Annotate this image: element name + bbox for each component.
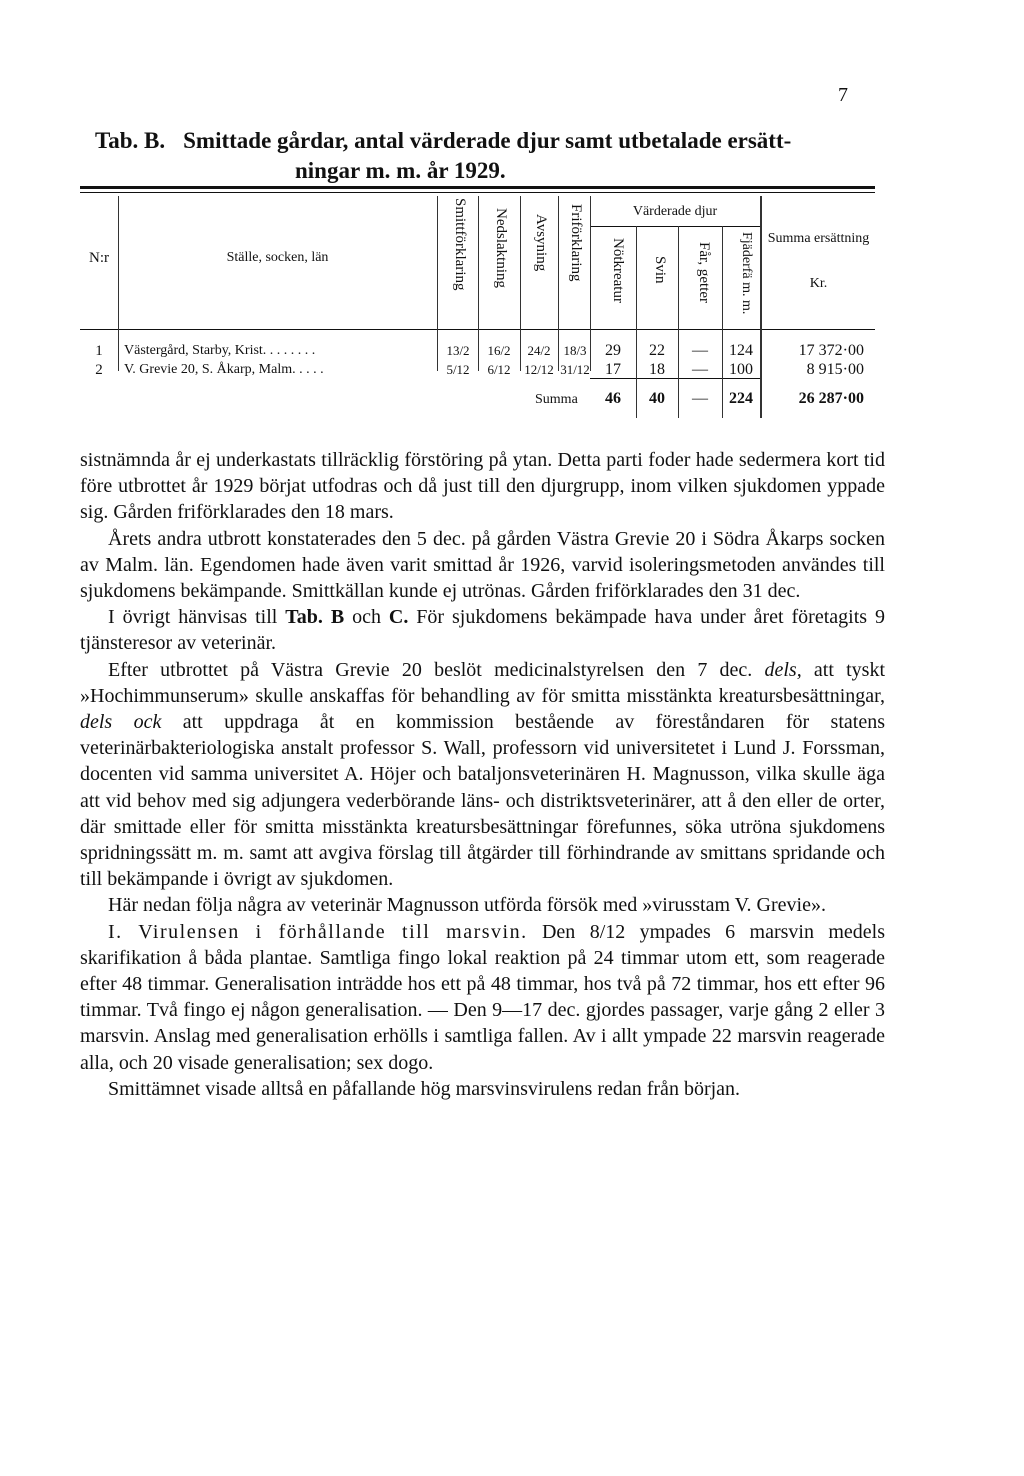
cell-far-getter: — (692, 342, 708, 359)
text-run (323, 606, 331, 628)
cell-nedslaktning: 6/12 (487, 362, 511, 377)
cell-smittforklaring: 5/12 (446, 362, 470, 377)
header-summa-ersattning: Summa ersättning (767, 231, 870, 246)
text-run: I övrigt hänvisas till (108, 606, 286, 629)
data-table (80, 186, 875, 420)
cell-nokreatur: 29 (605, 342, 621, 359)
section-title: I. Virulensen i förhållande till marsvin. (108, 920, 528, 943)
table-top-rule-thin (80, 192, 875, 193)
header-nedslaktning: Nedslaktning (493, 208, 509, 288)
total-nokreatur: 46 (605, 390, 621, 407)
col-divider (118, 196, 119, 371)
col-divider (678, 226, 679, 418)
paragraph: sistnämnda år ej underkastats tillräcklig förstöring på ytan. Detta parti foder hade sedermera kort tid före utbrottet år 1929 börjat utfodras och då just till den djurgrupp, inom vilken sjukdomen yppade sig. Gården friförklarades den 18 mars. (80, 449, 885, 524)
cell-stalle: Västergård, Starby, Krist. . . . . . . . (124, 343, 316, 358)
col-divider (590, 196, 591, 371)
header-smittforklaring: Smittförklaring (452, 198, 468, 291)
header-friforklaring: Friförklaring (568, 204, 584, 282)
header-avsyning: Avsyning (533, 214, 549, 272)
header-nokreatur: Nötkreatur (610, 238, 626, 303)
varderade-underline (590, 226, 760, 227)
col-divider (558, 196, 559, 371)
total-label: Summa (535, 392, 578, 407)
cell-summa: 8 915·00 (806, 361, 864, 378)
table-heading (95, 126, 895, 186)
tab-reference: Tab. (285, 606, 323, 629)
col-divider (437, 196, 438, 371)
cell-friforklaring: 31/12 (560, 362, 590, 377)
cell-svin: 18 (649, 361, 665, 378)
tab-reference: B (330, 606, 345, 629)
header-fjaderfa: Fjäderfä m. m. (739, 232, 754, 315)
cell-svin: 22 (649, 342, 665, 359)
total-fjaderfa: 224 (729, 390, 753, 407)
cell-fjaderfa: 124 (729, 342, 753, 359)
text-run: För sjukdomens bekämpade hava under året företagits 9 tjänsteresor av veterinär. (80, 606, 885, 655)
paragraph: Här nedan följa några av veterinär Magnusson utförda försök med »virusstam V. Grevie». (108, 894, 826, 917)
paragraph (80, 919, 885, 1076)
header-nr: N:r (89, 250, 109, 266)
cell-nedslaktning: 16/2 (487, 343, 511, 358)
col-divider (520, 196, 521, 371)
cell-friforklaring: 18/3 (563, 343, 587, 358)
text-run: och (344, 606, 389, 629)
paragraph (80, 604, 885, 656)
cell-nr: 2 (95, 362, 103, 378)
cell-avsyning: 24/2 (527, 343, 551, 358)
total-summa: 26 287·00 (798, 390, 864, 407)
cell-nr: 1 (95, 343, 103, 359)
header-varderade-djur: Värderade djur (632, 204, 718, 219)
paragraph: Årets andra utbrott konstaterades den 5 dec. på gården Västra Grevie 20 i Södra Åkarps socken av Malm. län. Egendomen hade även varit smittad år 1926, varvid isoleringsmetoden användes till sjukdomens bekämpande. Smittkällan kunde ej utrönas. Gården friförklarades den 31 dec. (80, 527, 885, 603)
cell-smittforklaring: 13/2 (446, 343, 470, 358)
header-svin: Svin (652, 256, 668, 284)
total-far-getter: — (692, 390, 708, 407)
emphasis: dels ock (80, 711, 162, 734)
cell-avsyning: 12/12 (524, 362, 554, 377)
cell-stalle: V. Grevie 20, S. Åkarp, Malm. . . . . (124, 362, 324, 377)
header-stalle: Ställe, socken, län (226, 250, 329, 265)
table-top-rule (80, 186, 875, 189)
table-label: Tab. B. (95, 128, 166, 153)
col-divider (478, 196, 479, 371)
tab-reference: C. (388, 606, 409, 629)
text-run: Den 8/12 ympades 6 marsvin medels skarifikation å båda plantae. Samtliga fingo lokal reaktion på 24 timmar utom ett, som reagerade efter 48 timmar. Generalisation inträdde hos ett på 48 timmar, hos två på 72 timmar, hos ett efter 96 timmar. Två fingo ej någon generalisation. — Den 9—17 dec. gjordes passager, varje gång 2 eller 3 marsvin. Anslag med generalisation erhölls i samtliga fallen. Av i allt ympade 22 marsvin reagerade alla, och 20 visade generalisation; sex dogo. (80, 920, 885, 1074)
paragraph: Smittämnet visade alltså en påfallande hög marsvinsvirulens redan från början. (108, 1077, 741, 1100)
cell-far-getter: — (692, 361, 708, 378)
total-svin: 40 (649, 390, 665, 407)
text-run: Efter utbrottet på Västra Grevie 20 beslöt medicinalstyrelsen den 7 dec. (108, 658, 765, 681)
cell-nokreatur: 17 (605, 361, 621, 378)
emphasis: dels, (764, 658, 802, 681)
text-run: att tyskt »Hochimmunserum» skulle anskaffas för behandling av för smitta misstänkta kreatursbesättningar, (80, 658, 886, 707)
text-run: att uppdraga åt en kommission bestående av föreståndaren för statens veterinärbakteriologiska anstalt professor S. Wall, professorn vid universitetet i Lund J. Forssman, docenten vid samma universitet A. Höjer och bataljonsveterinären H. Magnusson, vilka skulle äga att vid behov med sig adjungera vederbörande läns- och distriktsveterinärer, att å den eller de orter, där smittade eller för smitta misstänkta kreatursbesättningar förefunnes, söka utröna sjukdomens spridningssätt m. m. samt att avgiva förslag till åtgärder till förhindrande av smittans spridande och till bekämpande i övrigt av sjukdomen. (80, 711, 885, 891)
cell-fjaderfa: 100 (729, 361, 753, 378)
header-far-getter: Får, getter (696, 242, 712, 304)
table-title-line2: ningar m. m. år 1929. (295, 158, 506, 183)
col-divider (722, 226, 723, 418)
page-number: 7 (838, 84, 848, 106)
table-title-line1: Smittade gårdar, antal värderade djur samt utbetalade ersätt- (183, 128, 792, 153)
cell-summa: 17 372·00 (798, 342, 864, 359)
paragraph (80, 657, 885, 893)
body-text (80, 447, 885, 1102)
col-divider (636, 226, 637, 418)
header-kr: Kr. (809, 276, 828, 291)
